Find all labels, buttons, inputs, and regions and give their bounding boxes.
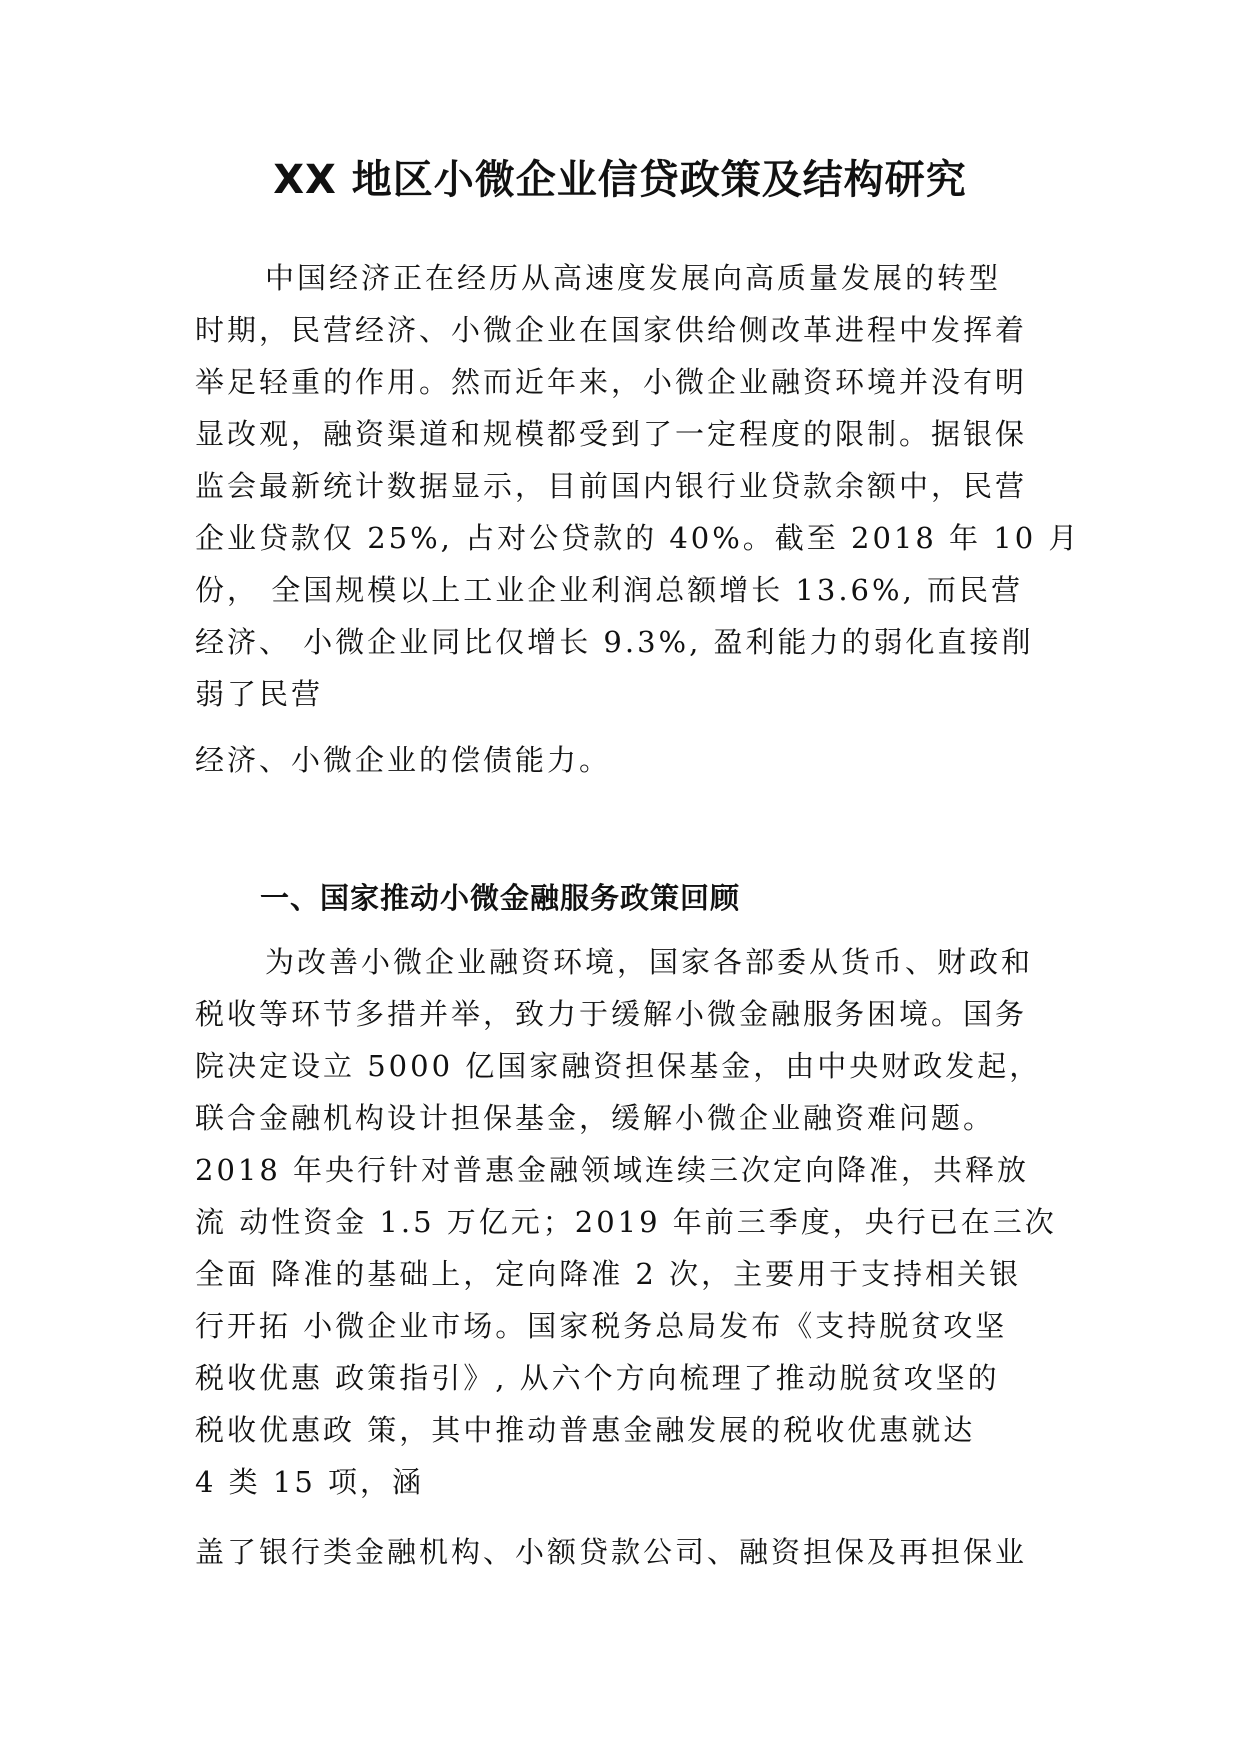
paragraph-1-line: 份， 全国规模以上工业企业利润总额增长 13.6%, 而民营 <box>195 573 1023 607</box>
paragraph-1-line: 弱了民营 <box>195 677 324 711</box>
paragraph-1-line: 企业贷款仅 25%, 占对公贷款的 40%。截至 2018 年 10 月 <box>195 521 1081 555</box>
paragraph-3-line: 全面 降准的基础上，定向降准 2 次，主要用于支持相关银 <box>195 1257 1022 1291</box>
paragraph-1-line: 中国经济正在经历从高速度发展向高质量发展的转型 <box>265 261 1002 295</box>
paragraph-3-line: 联合金融机构设计担保基金，缓解小微企业融资难问题。 <box>195 1101 996 1135</box>
paragraph-3-line: 院决定设立 5000 亿国家融资担保基金，由中央财政发起， <box>195 1049 1042 1083</box>
paragraph-3-line: 行开拓 小微企业市场。国家税务总局发布《支持脱贫攻坚 <box>195 1309 1008 1343</box>
paragraph-1-line: 经济、 小微企业同比仅增长 9.3%, 盈利能力的弱化直接削 <box>195 625 1034 659</box>
paragraph-2-line: 经济、小微企业的偿债能力。 <box>195 743 612 777</box>
paragraph-3-line: 税收优惠政 策，其中推动普惠金融发展的税收优惠就达 <box>195 1413 976 1447</box>
paragraph-3-line: 流 动性资金 1.5 万亿元；2019 年前三季度，央行已在三次 <box>195 1205 1057 1239</box>
paragraph-3-line: 税收等环节多措并举，致力于缓解小微金融服务困境。国务 <box>195 997 1028 1031</box>
document-title: XX 地区小微企业信贷政策及结构研究 <box>273 157 967 203</box>
paragraph-1-line: 时期，民营经济、小微企业在国家供给侧改革进程中发挥着 <box>195 313 1028 347</box>
paragraph-3-line: 2018 年央行针对普惠金融领域连续三次定向降准，共释放 <box>195 1153 1030 1187</box>
paragraph-1-line: 举足轻重的作用。然而近年来，小微企业融资环境并没有明 <box>195 365 1028 399</box>
paragraph-3-line: 4 类 15 项，涵 <box>195 1465 425 1499</box>
paragraph-3-line: 税收优惠 政策指引》, 从六个方向梳理了推动脱贫攻坚的 <box>195 1361 1000 1395</box>
paragraph-1-line: 监会最新统计数据显示，目前国内银行业贷款余额中，民营 <box>195 469 1028 503</box>
paragraph-3-line: 为改善小微企业融资环境，国家各部委从货币、财政和 <box>265 945 1034 979</box>
section-heading: 一、国家推动小微金融服务政策回顾 <box>260 881 741 915</box>
paragraph-4-line: 盖了银行类金融机构、小额贷款公司、融资担保及再担保业 <box>195 1535 1028 1569</box>
paragraph-1-line: 显改观，融资渠道和规模都受到了一定程度的限制。据银保 <box>195 417 1028 451</box>
